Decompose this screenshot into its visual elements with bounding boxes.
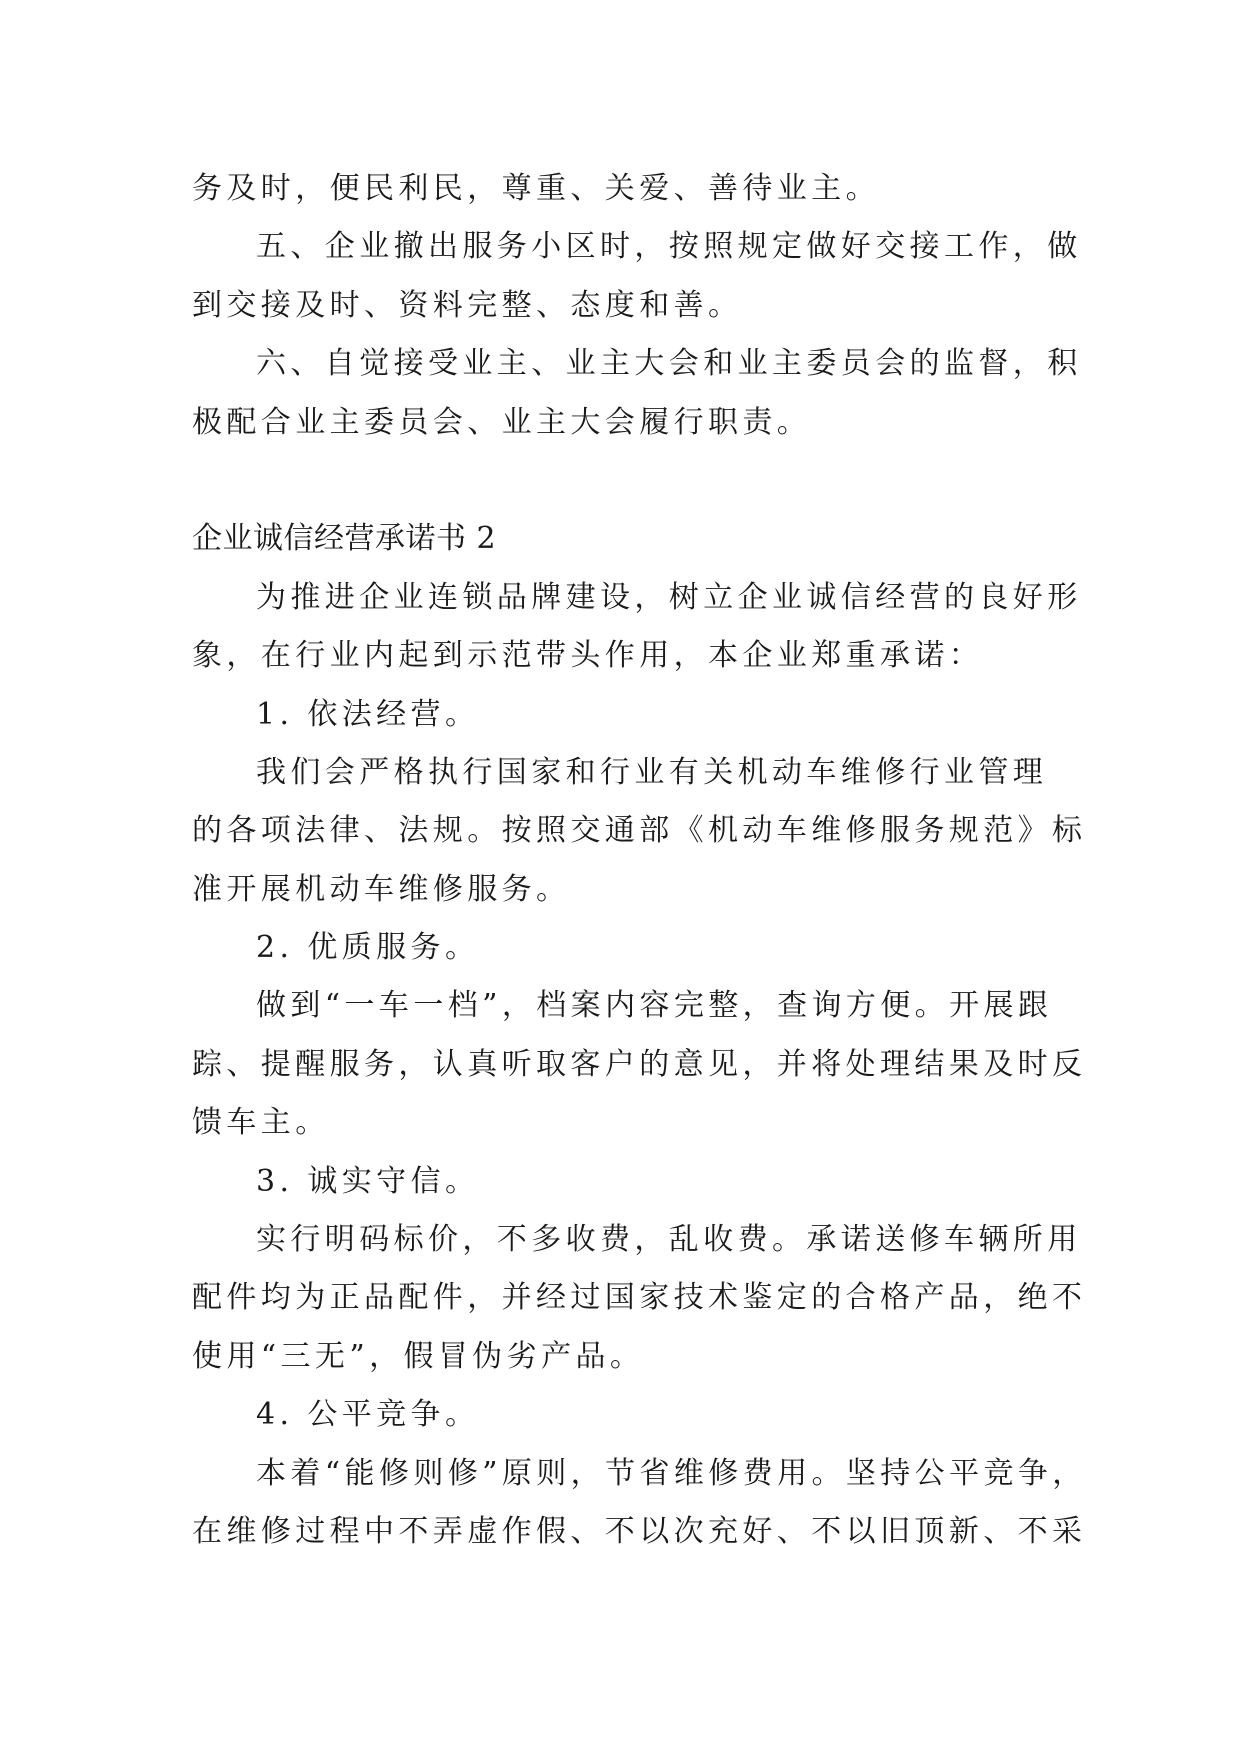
paragraph-line: 极配合业主委员会、业主大会履行职责。 [192,404,812,440]
item-heading: 1. 依法经营。 [256,696,480,732]
item-heading: 4. 公平竞争。 [256,1397,480,1433]
paragraph-line: 做到“一车一档”，档案内容完整，查询方便。开展跟 [256,988,1053,1024]
paragraph-line: 实行明码标价，不多收费，乱收费。承诺送修车辆所用 [256,1222,1082,1258]
paragraph-line: 踪、提醒服务，认真听取客户的意见，并将处理结果及时反 [192,1046,1087,1082]
paragraph-line: 五、企业撤出服务小区时，按照规定做好交接工作，做 [256,229,1082,265]
paragraph-line: 六、自觉接受业主、业主大会和业主委员会的监督，积 [256,346,1082,382]
paragraph-line: 务及时，便民利民，尊重、关爱、善待业主。 [192,171,880,206]
blank-line [192,452,1052,510]
paragraph-line: 到交接及时、资料完整、态度和善。 [192,287,743,323]
paragraph-line: 在维修过程中不弄虚作假、不以次充好、不以旧顶新、不采 [192,1513,1087,1549]
paragraph-line: 使用“三无”，假冒伪劣产品。 [192,1338,645,1374]
paragraph-line: 本着“能修则修”原则，节省维修费用。坚持公平竞争， [256,1455,1087,1491]
paragraph-line: 为推进企业连锁品牌建设，树立企业诚信经营的良好形 [256,579,1082,615]
document-body [192,160,1087,1561]
paragraph-line: 准开展机动车维修服务。 [192,871,571,907]
item-heading: 2. 优质服务。 [256,930,480,966]
paragraph-line: 馈车主。 [192,1105,330,1141]
item-heading: 3. 诚实守信。 [256,1163,480,1199]
paragraph-line: 配件均为正品配件，并经过国家技术鉴定的合格产品，绝不 [192,1280,1087,1316]
paragraph-line: 我们会严格执行国家和行业有关机动车维修行业管理 [256,754,1048,790]
section-heading: 企业诚信经营承诺书 2 [192,521,497,557]
paragraph-line: 象，在行业内起到示范带头作用，本企业郑重承诺： [192,638,984,674]
paragraph-line: 的各项法律、法规。按照交通部《机动车维修服务规范》标 [192,813,1087,849]
